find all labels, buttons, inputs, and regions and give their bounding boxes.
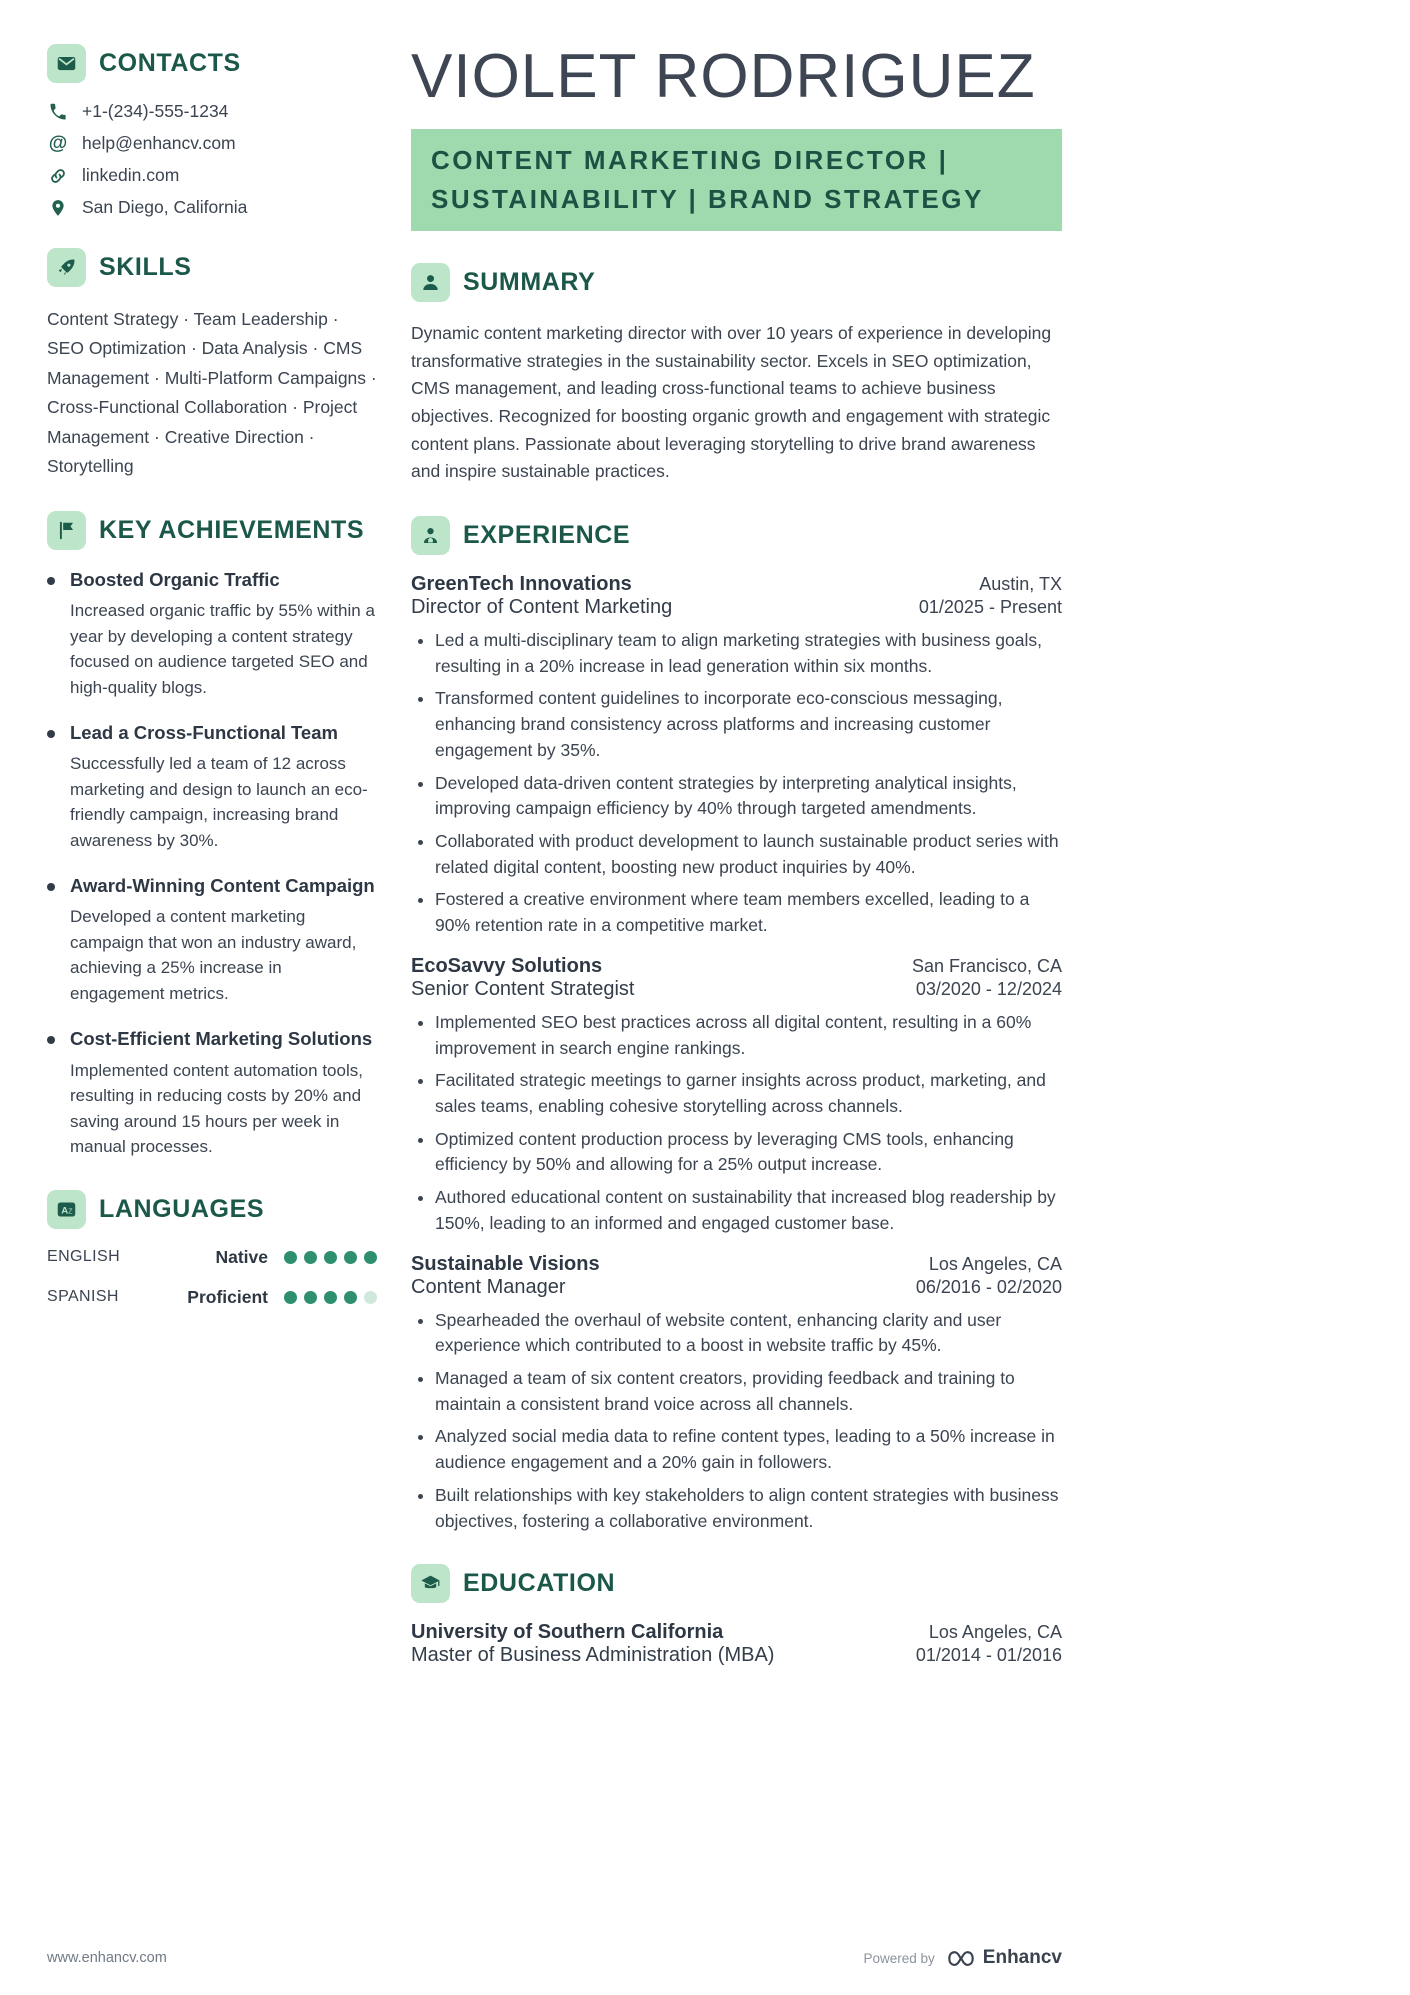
skill-item: Cross-Functional Collaboration · [47, 397, 303, 417]
skills-section [47, 248, 377, 481]
phone-icon [47, 103, 69, 121]
job-entry [411, 1253, 1062, 1535]
contacts-heading [47, 44, 377, 83]
language-name: ENGLISH [47, 1248, 121, 1266]
language-level-label: Native [215, 1246, 268, 1267]
graduation-cap-icon [411, 1564, 450, 1603]
contact-phone[interactable] [47, 101, 377, 122]
proficiency-dot [324, 1251, 337, 1264]
enhancv-brand-name: Enhancv [982, 1947, 1062, 1968]
job-header-row [411, 1253, 1062, 1276]
summary-heading [411, 263, 1062, 302]
achievement-item [47, 568, 377, 700]
achievement-title: Cost-Efficient Marketing Solutions [70, 1028, 373, 1050]
experience-heading [411, 516, 1062, 555]
achievement-description: Implemented content automation tools, resulting in reducing costs by 20% and saving around 15 hours per week in manual processes. [70, 1060, 363, 1157]
proficiency-dot [304, 1251, 317, 1264]
job-bullet: • Transformed content guidelines to incorporate eco-conscious messaging, enhancing brand consistency across platforms and increasing customer engagement by 35%. [435, 686, 1062, 763]
contact-linkedin[interactable] [47, 165, 377, 186]
skills-title: SKILLS [99, 253, 192, 281]
contacts-section [47, 44, 377, 218]
job-entry [411, 955, 1062, 1237]
bullet-dot-icon [47, 883, 55, 891]
contact-location [47, 197, 377, 218]
job-bullets [435, 628, 1062, 939]
job-bullet: • Managed a team of six content creators, providing feedback and training to maintain a consistent brand voice across all channels. [435, 1366, 1062, 1417]
job-bullet: • Authored educational content on sustainability that increased blog readership by 150%, leading to an informed and engaged customer base. [435, 1185, 1062, 1236]
job-bullet: • Facilitated strategic meetings to garner insights across product, marketing, and sales teams, enabling cohesive storytelling across channels. [435, 1068, 1062, 1119]
company-name: Sustainable Visions [411, 1252, 600, 1275]
summary-title: SUMMARY [463, 268, 596, 297]
education-dates: 01/2014 - 01/2016 [915, 1645, 1062, 1666]
contact-location-text: San Diego, California [82, 197, 248, 217]
job-bullets [435, 1010, 1062, 1237]
job-bullet: • Fostered a creative environment where team members excelled, leading to a 90% retention rate in a competitive market. [435, 887, 1062, 938]
achievements-section [47, 511, 377, 1159]
job-dates: 06/2016 - 02/2020 [915, 1276, 1062, 1297]
job-bullet: • Led a multi-disciplinary team to align marketing strategies with business goals, resulting in a 20% increase in lead generation within six months. [435, 628, 1062, 679]
page-footer [47, 1947, 1062, 1969]
company-name: EcoSavvy Solutions [411, 954, 603, 977]
svg-text:A: A [61, 1204, 69, 1216]
achievement-title: Boosted Organic Traffic [70, 569, 280, 591]
language-row-english [47, 1247, 377, 1268]
job-dates: 01/2025 - Present [918, 596, 1062, 617]
education-location: Los Angeles, CA [928, 1622, 1062, 1643]
contact-linkedin-text: linkedin.com [82, 165, 180, 185]
job-bullet: • Analyzed social media data to refine content types, leading to a 50% increase in audience engagement and a 20% gain in followers. [435, 1424, 1062, 1475]
job-role: Director of Content Marketing [411, 595, 673, 618]
experience-title: EXPERIENCE [463, 520, 631, 549]
achievement-item [47, 1027, 377, 1159]
achievements-title: KEY ACHIEVEMENTS [99, 516, 365, 545]
education-entry [411, 1621, 1062, 1667]
job-bullet: • Built relationships with key stakeholders to align content strategies with business objectives, fostering a collaborative environment. [435, 1483, 1062, 1534]
school-name: University of Southern California [411, 1621, 724, 1644]
bullet-dot-icon [47, 730, 55, 738]
enhancv-brand [947, 1947, 1062, 1969]
skill-item: Data Analysis · [202, 338, 324, 358]
at-icon: @ [48, 133, 68, 154]
achievement-description: Successfully led a team of 12 across marketing and design to launch an eco-friendly campaign, increasing brand awareness by 30%. [70, 754, 368, 850]
education-title: EDUCATION [463, 1569, 616, 1598]
job-bullet: • Implemented SEO best practices across all digital content, resulting in a 60% improvement in search engine rankings. [435, 1010, 1062, 1061]
job-subheader-row [411, 1276, 1062, 1299]
job-subheader-row [411, 978, 1062, 1001]
skill-item: Project Management · [47, 397, 357, 446]
language-row-spanish [47, 1287, 377, 1308]
powered-by [864, 1947, 1063, 1969]
languages-title: LANGUAGES [99, 1194, 265, 1223]
degree-name: Master of Business Administration (MBA) [411, 1644, 775, 1667]
proficiency-dot [324, 1291, 337, 1304]
link-icon [47, 167, 69, 185]
website-link[interactable]: www.enhancv.com [47, 1950, 167, 1966]
education-heading [411, 1564, 1062, 1603]
language-level-dots [284, 1251, 377, 1264]
proficiency-dot [284, 1291, 297, 1304]
achievement-item [47, 721, 377, 853]
job-location: San Francisco, CA [911, 955, 1062, 976]
proficiency-dot [344, 1291, 357, 1304]
translate-icon [47, 1190, 86, 1229]
job-header-row [411, 573, 1062, 596]
achievement-body [70, 874, 377, 1006]
achievements-list [47, 568, 377, 1159]
skill-item: Content Strategy · [47, 309, 194, 329]
achievement-description: Increased organic traffic by 55% within a year by developing a content strategy focused on audience targeted SEO and high-quality blogs. [70, 601, 375, 697]
job-bullet: • Developed data-driven content strategies by interpreting analytical insights, improving campaign efficiency by 40% through targeted amendments. [435, 771, 1062, 822]
education-section [411, 1564, 1062, 1667]
company-name: GreenTech Innovations [411, 572, 632, 595]
contact-email[interactable] [47, 133, 377, 154]
language-level-dots [284, 1291, 377, 1304]
candidate-name: VIOLET RODRIGUEZ [411, 42, 1036, 111]
contacts-title: CONTACTS [99, 49, 241, 77]
achievement-body [70, 1027, 377, 1159]
powered-by-label: Powered by [863, 1950, 935, 1966]
summary-section [411, 263, 1062, 486]
job-role: Senior Content Strategist [411, 977, 635, 1000]
job-bullet: • Collaborated with product development to launch sustainable product series with related digital content, boosting new product inquiries by 40%. [435, 829, 1062, 880]
education-header-row [411, 1621, 1062, 1644]
job-location: Los Angeles, CA [928, 1253, 1062, 1274]
person-briefcase-icon [411, 516, 450, 555]
languages-section [47, 1190, 377, 1308]
job-subheader-row [411, 596, 1062, 619]
skill-item: SEO Optimization · [47, 338, 202, 358]
job-bullets [435, 1308, 1062, 1535]
person-icon [411, 263, 450, 302]
education-subheader-row [411, 1644, 1062, 1667]
bullet-dot-icon [47, 577, 55, 585]
job-bullet: • Optimized content production process by leveraging CMS tools, enhancing efficiency by 50% and allowing for a 25% output increase. [435, 1127, 1062, 1178]
skill-item: CMS Management · [47, 338, 362, 387]
proficiency-dot [344, 1251, 357, 1264]
job-location: Austin, TX [979, 573, 1062, 594]
achievements-heading [47, 511, 377, 550]
language-level-label: Proficient [187, 1286, 268, 1307]
location-pin-icon [47, 199, 69, 217]
rocket-icon [47, 248, 86, 287]
contact-email-text: help@enhancv.com [82, 133, 236, 153]
enhancv-logo-icon [947, 1950, 975, 1967]
achievement-title: Award-Winning Content Campaign [70, 875, 375, 897]
proficiency-dot [364, 1291, 377, 1304]
skill-item: Multi-Platform Campaigns · [165, 368, 377, 388]
proficiency-dot [304, 1291, 317, 1304]
achievement-title: Lead a Cross-Functional Team [70, 722, 338, 744]
proficiency-dot [284, 1251, 297, 1264]
flag-icon [47, 511, 86, 550]
experience-section [411, 516, 1062, 1534]
main-column [411, 44, 1062, 1697]
candidate-title: CONTENT MARKETING DIRECTOR | SUSTAINABILITY | BRAND STRATEGY [411, 129, 1062, 231]
job-role: Content Manager [411, 1275, 566, 1298]
languages-heading [47, 1190, 377, 1229]
jobs-list [411, 573, 1062, 1534]
job-header-row [411, 955, 1062, 978]
achievement-description: Developed a content marketing campaign that won an industry award, achieving a 25% increase in engagement metrics. [70, 907, 357, 1003]
skill-item: Storytelling [47, 455, 134, 476]
skills-heading [47, 248, 377, 287]
skill-item: Creative Direction · [165, 427, 315, 447]
job-entry [411, 573, 1062, 939]
bullet-dot-icon [47, 1036, 55, 1044]
achievement-body [70, 568, 377, 700]
skill-item: Team Leadership · [194, 309, 339, 329]
contact-phone-text: +1-(234)-555-1234 [82, 101, 229, 121]
achievement-item [47, 874, 377, 1006]
job-bullet: • Spearheaded the overhaul of website content, enhancing clarity and user experience which contributed to a boost in website traffic by 45%. [435, 1308, 1062, 1359]
summary-text: Dynamic content marketing director with over 10 years of experience in developing transformative strategies in the sustainability sector. Excels in SEO optimization, CMS management, and leading cross-functional teams to achieve business objectives. Recognized for boosting organic growth and engagement with strategic content plans. Passionate about leveraging storytelling to drive brand awareness and inspire sustainable practices. [411, 323, 1052, 482]
svg-text:Z: Z [68, 1207, 73, 1215]
skills-list [47, 305, 377, 481]
sidebar [47, 44, 377, 1697]
job-dates: 03/2020 - 12/2024 [915, 978, 1062, 999]
language-name: SPANISH [47, 1288, 119, 1306]
envelope-icon [47, 44, 86, 83]
proficiency-dot [364, 1251, 377, 1264]
achievement-body [70, 721, 377, 853]
